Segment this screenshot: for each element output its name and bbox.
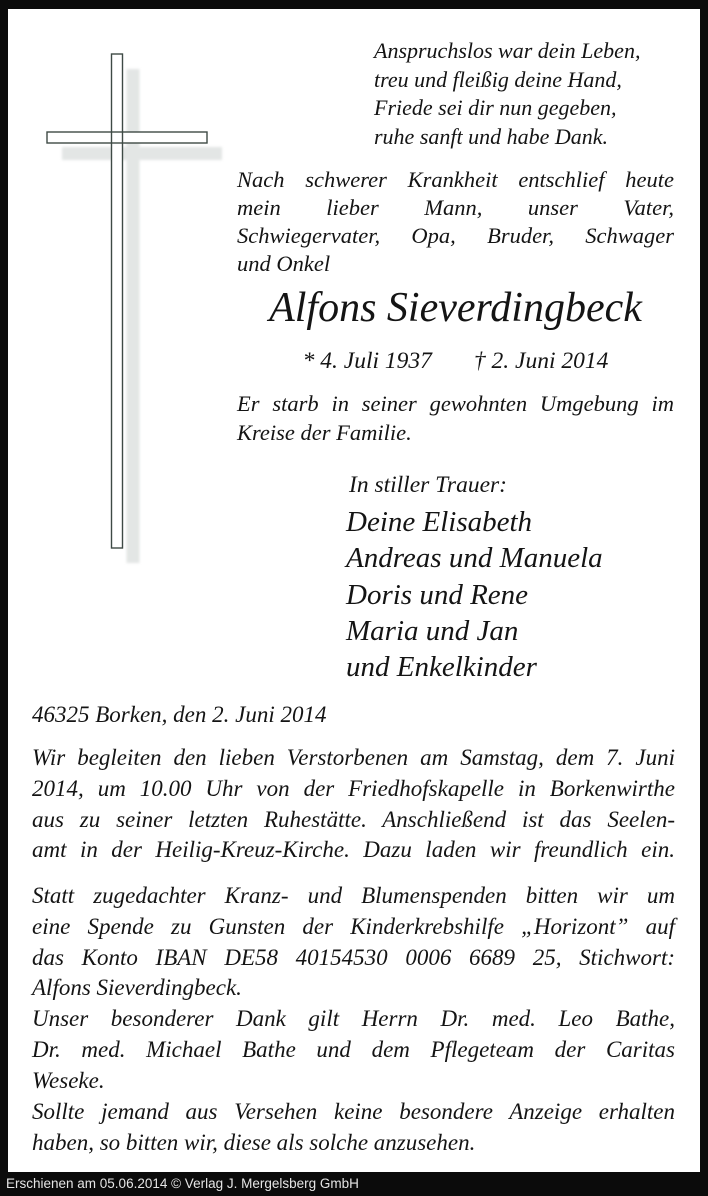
verse-line: Friede sei dir nun gegeben, (374, 95, 617, 120)
memorial-verse (374, 37, 674, 151)
thanks-line: Unser besonderer Dank gilt Herrn Dr. med. Leo Bathe, (32, 1006, 675, 1031)
donation-line: Statt zugedachter Kranz- und Blumenspenden bitten wir um (32, 883, 675, 908)
mourning-heading: In stiller Trauer: (349, 472, 507, 498)
thanks-paragraph (32, 1004, 675, 1096)
funeral-line: aus zu seiner letzten Ruhestätte. Anschließend ist das Seelen- (32, 806, 675, 832)
verse-line: ruhe sanft und habe Dank. (374, 123, 609, 149)
death-note-paragraph (237, 390, 674, 447)
intro-line: Schwiegervater, Opa, Bruder, Schwager (237, 223, 674, 248)
funeral-line: 2014, um 10.00 Uhr von der Friedhofskapelle in Borkenwirthe (32, 775, 675, 801)
verse-line: Anspruchslos war dein Leben, (374, 38, 641, 63)
intro-line: und Onkel (237, 251, 331, 276)
donation-line: eine Spende zu Gunsten der Kinderkrebshilfe „Horizont” auf (32, 913, 675, 939)
birth-date: * 4. Juli 1937 (302, 348, 432, 374)
mourner-line: Andreas und Manuela (346, 542, 603, 575)
mourner-line: Maria und Jan (346, 614, 519, 647)
intro-line: Nach schwerer Krankheit entschlief heute (237, 167, 674, 192)
place-date-line: 46325 Borken, den 2. Juni 2014 (32, 702, 327, 727)
life-dates (237, 346, 674, 376)
closing-notice-line: haben, so bitten wir, diese als solche anzusehen. (32, 1129, 476, 1155)
donation-line: Alfons Sieverdingbeck. (32, 975, 242, 1001)
cross-icon (31, 45, 231, 575)
closing-notice-paragraph (32, 1097, 675, 1159)
funeral-line: amt in der Heilig-Kreuz-Kirche. Dazu laden wir freundlich ein. (32, 837, 675, 863)
closing-notice-line: Sollte jemand aus Versehen keine besondere Anzeige erhalten (32, 1099, 675, 1124)
death-date: † 2. Juni 2014 (473, 348, 609, 374)
mourner-line: Doris und Rene (346, 578, 529, 611)
mourner-line: Deine Elisabeth (346, 506, 533, 538)
donation-paragraph (32, 881, 675, 1004)
funeral-line: Wir begleiten den lieben Verstorbenen am Samstag, dem 7. Juni (32, 745, 675, 770)
intro-paragraph (237, 166, 674, 278)
notice-page (8, 9, 700, 1172)
mourners-list (346, 504, 676, 685)
verse-line: treu und fleißig deine Hand, (374, 66, 622, 92)
death-note-line: Kreise der Familie. (237, 419, 412, 445)
mourner-line: und Enkelkinder (346, 651, 537, 684)
intro-line: mein lieber Mann, unser Vater, (237, 195, 674, 220)
death-note-line: Er starb in seiner gewohnten Umgebung im (237, 391, 674, 416)
deceased-name: Alfons Sieverdingbeck (269, 285, 642, 331)
funeral-paragraph (32, 743, 675, 866)
publisher-footer: Erschienen am 05.06.2014 © Verlag J. Mergelsberg GmbH (6, 1176, 359, 1191)
thanks-line: Weseke. (32, 1067, 105, 1093)
thanks-line: Dr. med. Michael Bathe und dem Pflegeteam der Caritas (32, 1036, 675, 1062)
donation-line: das Konto IBAN DE58 40154530 0006 6689 25, Stichwort: (32, 944, 675, 970)
